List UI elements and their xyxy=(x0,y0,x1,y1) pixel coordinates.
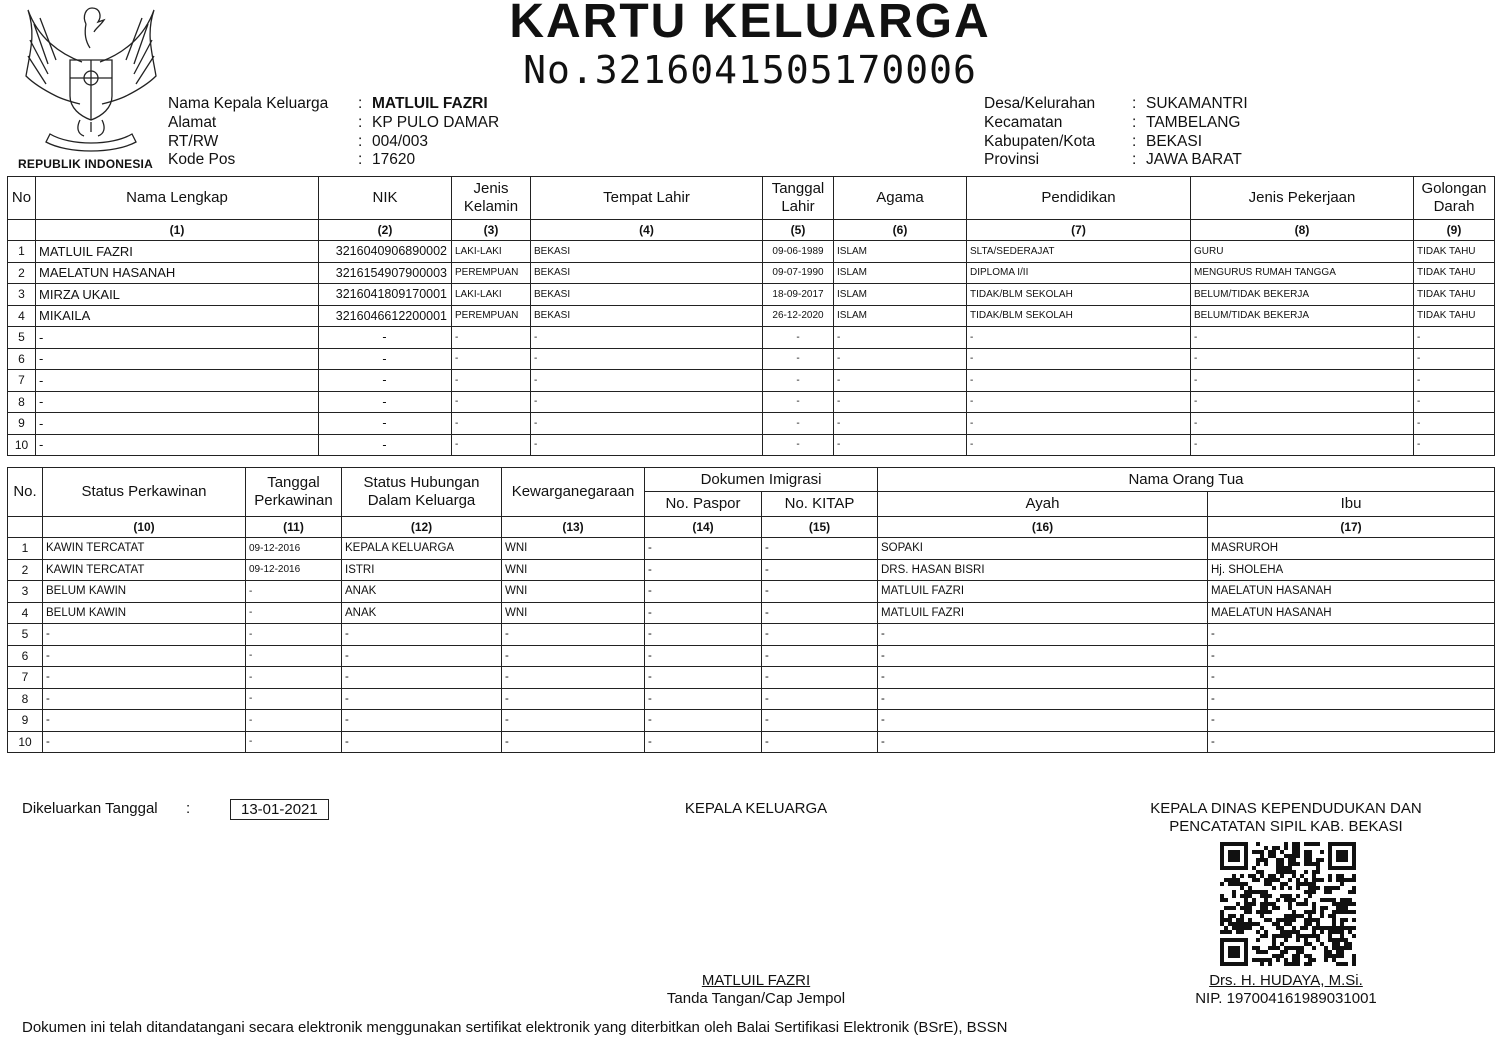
cell-marital-status: BELUM KAWIN xyxy=(43,581,246,603)
cell-passport: - xyxy=(645,731,762,753)
cell-marital-status: - xyxy=(43,710,246,732)
th-mother: Ibu xyxy=(1208,492,1495,517)
cell-birthdate: - xyxy=(763,348,834,370)
th-no: No. xyxy=(8,468,43,517)
th-passport: No. Paspor xyxy=(645,492,762,517)
table-row xyxy=(8,688,1495,710)
table2-header-row-1 xyxy=(8,468,1495,492)
cell-family-relation: ANAK xyxy=(342,581,502,603)
cell-religion: - xyxy=(834,434,967,456)
cell-religion: - xyxy=(834,327,967,349)
cell-nik: 3216154907900003 xyxy=(319,262,452,284)
cell-gender: - xyxy=(452,327,531,349)
cell-father: MATLUIL FAZRI xyxy=(878,602,1208,624)
th-nik: NIK xyxy=(319,177,452,220)
cell-marriage-date: 09-12-2016 xyxy=(246,559,342,581)
cell-kitap: - xyxy=(762,538,878,560)
cell-occupation: MENGURUS RUMAH TANGGA xyxy=(1191,262,1414,284)
cell-marital-status: - xyxy=(43,645,246,667)
value-head-name: MATLUIL FAZRI xyxy=(372,95,488,112)
cell-education: TIDAK/BLM SEKOLAH xyxy=(967,284,1191,306)
cell-mother: MAELATUN HASANAH xyxy=(1208,581,1495,603)
cell-citizenship: - xyxy=(502,667,645,689)
cell-birthplace: BEKASI xyxy=(531,284,763,306)
cell-education: - xyxy=(967,348,1191,370)
cell-full-name: - xyxy=(36,391,319,413)
value-rtrw: 004/003 xyxy=(372,132,429,150)
cell-birthplace: - xyxy=(531,413,763,435)
office-title-line1: KEPALA DINAS KEPENDUDUKAN DAN xyxy=(1150,800,1422,817)
cell-nik: - xyxy=(319,413,452,435)
cell-no: 6 xyxy=(8,645,43,667)
cell-full-name: - xyxy=(36,327,319,349)
th-religion: Agama xyxy=(834,177,967,220)
cell-marriage-date: - xyxy=(246,602,342,624)
table-row xyxy=(8,624,1495,646)
family-members-table xyxy=(7,176,1495,456)
cell-citizenship: WNI xyxy=(502,581,645,603)
head-of-family-title: KEPALA KELUARGA xyxy=(684,800,828,817)
col-number: (4) xyxy=(531,220,763,241)
cell-citizenship: WNI xyxy=(502,559,645,581)
col-number: (11) xyxy=(246,517,342,538)
label-district: Kecamatan xyxy=(984,113,1063,131)
cell-education: DIPLOMA I/II xyxy=(967,262,1191,284)
cell-mother: Hj. SHOLEHA xyxy=(1208,559,1495,581)
cell-nik: 3216046612200001 xyxy=(319,305,452,327)
cell-blood-type: TIDAK TAHU xyxy=(1414,262,1495,284)
col-number: (3) xyxy=(452,220,531,241)
cell-birthplace: - xyxy=(531,327,763,349)
th-birthplace: Tempat Lahir xyxy=(531,177,763,220)
cell-occupation: BELUM/TIDAK BEKERJA xyxy=(1191,305,1414,327)
table-row xyxy=(8,602,1495,624)
cell-kitap: - xyxy=(762,667,878,689)
cell-full-name: - xyxy=(36,370,319,392)
cell-no: 10 xyxy=(8,434,36,456)
cell-birthdate: 18-09-2017 xyxy=(763,284,834,306)
cell-birthplace: BEKASI xyxy=(531,262,763,284)
col-number: (1) xyxy=(36,220,319,241)
table-row xyxy=(8,667,1495,689)
cell-education: - xyxy=(967,327,1191,349)
cell-birthplace: BEKASI xyxy=(531,241,763,263)
cell-nik: - xyxy=(319,327,452,349)
th-full-name: Nama Lengkap xyxy=(36,177,319,220)
cell-nik: 3216041809170001 xyxy=(319,284,452,306)
cell-birthplace: - xyxy=(531,370,763,392)
cell-kitap: - xyxy=(762,731,878,753)
cell-no: 10 xyxy=(8,731,43,753)
cell-kitap: - xyxy=(762,581,878,603)
th-education: Pendidikan xyxy=(967,177,1191,220)
cell-citizenship: WNI xyxy=(502,538,645,560)
cell-no: 1 xyxy=(8,538,43,560)
th-no: No xyxy=(8,177,36,220)
cell-passport: - xyxy=(645,559,762,581)
cell-no: 4 xyxy=(8,305,36,327)
cell-no: 3 xyxy=(8,581,43,603)
cell-blood-type: - xyxy=(1414,348,1495,370)
cell-family-relation: ANAK xyxy=(342,602,502,624)
cell-nik: 3216040906890002 xyxy=(319,241,452,263)
qr-code-icon xyxy=(1220,842,1356,966)
signature-caption: Tanda Tangan/Cap Jempol xyxy=(666,990,846,1007)
th-citizenship: Kewarganegaraan xyxy=(502,468,645,517)
cell-birthdate: - xyxy=(763,370,834,392)
cell-mother: MAELATUN HASANAH xyxy=(1208,602,1495,624)
table-row xyxy=(8,581,1495,603)
cell-education: - xyxy=(967,391,1191,413)
col-number: (10) xyxy=(43,517,246,538)
th-occupation: Jenis Pekerjaan xyxy=(1191,177,1414,220)
cell-religion: ISLAM xyxy=(834,305,967,327)
cell-kitap: - xyxy=(762,624,878,646)
cell-kitap: - xyxy=(762,602,878,624)
table-row xyxy=(8,284,1495,306)
value-address: KP PULO DAMAR xyxy=(372,113,500,131)
th-gender: Jenis Kelamin xyxy=(452,177,531,220)
cell-religion: - xyxy=(834,391,967,413)
table1-number-row xyxy=(8,220,1495,241)
cell-education: TIDAK/BLM SEKOLAH xyxy=(967,305,1191,327)
cell-marital-status: KAWIN TERCATAT xyxy=(43,559,246,581)
cell-birthplace: BEKASI xyxy=(531,305,763,327)
cell-no: 7 xyxy=(8,667,43,689)
cell-no: 4 xyxy=(8,602,43,624)
label-postal: Kode Pos xyxy=(168,151,236,169)
cell-passport: - xyxy=(645,538,762,560)
table-row xyxy=(8,559,1495,581)
col-number: (8) xyxy=(1191,220,1414,241)
official-nip: NIP. 197004161989031001 xyxy=(1195,990,1377,1007)
cell-mother: - xyxy=(1208,731,1495,753)
table-row xyxy=(8,348,1495,370)
cell-father: - xyxy=(878,688,1208,710)
value-village: SUKAMANTRI xyxy=(1146,95,1248,112)
value-regency: BEKASI xyxy=(1146,132,1202,150)
col-number: (5) xyxy=(763,220,834,241)
cell-birthplace: - xyxy=(531,391,763,413)
cell-citizenship: - xyxy=(502,645,645,667)
col-number: (2) xyxy=(319,220,452,241)
republic-label: REPUBLIK INDONESIA xyxy=(18,157,153,171)
table-row xyxy=(8,413,1495,435)
cell-religion: ISLAM xyxy=(834,284,967,306)
cell-blood-type: TIDAK TAHU xyxy=(1414,284,1495,306)
cell-mother: - xyxy=(1208,667,1495,689)
cell-marriage-date: - xyxy=(246,667,342,689)
label-village: Desa/Kelurahan xyxy=(984,95,1096,112)
cell-father: SOPAKI xyxy=(878,538,1208,560)
office-title-line2: PENCATATAN SIPIL KAB. BEKASI xyxy=(1169,818,1403,835)
cell-gender: LAKI-LAKI xyxy=(452,284,531,306)
cell-occupation: BELUM/TIDAK BEKERJA xyxy=(1191,284,1414,306)
cell-passport: - xyxy=(645,602,762,624)
cell-full-name: MIRZA UKAIL xyxy=(36,284,319,306)
cell-blood-type: TIDAK TAHU xyxy=(1414,241,1495,263)
cell-no: 2 xyxy=(8,559,43,581)
cell-mother: MASRUROH xyxy=(1208,538,1495,560)
cell-mother: - xyxy=(1208,688,1495,710)
cell-nik: - xyxy=(319,391,452,413)
value-province: JAWA BARAT xyxy=(1146,151,1242,169)
cell-birthdate: - xyxy=(763,434,834,456)
cell-gender: - xyxy=(452,348,531,370)
e-signature-disclaimer: Dokumen ini telah ditandatangani secara elektronik menggunakan sertifikat elektronik yang diterbitkan oleh Balai Sertifikasi Elektronik (BSrE), BSSN xyxy=(22,1019,1008,1036)
cell-marital-status: - xyxy=(43,731,246,753)
cell-father: MATLUIL FAZRI xyxy=(878,581,1208,603)
cell-passport: - xyxy=(645,581,762,603)
cell-father: DRS. HASAN BISRI xyxy=(878,559,1208,581)
cell-marriage-date: - xyxy=(246,624,342,646)
document-title: KARTU KELUARGA xyxy=(509,0,991,48)
cell-nik: - xyxy=(319,434,452,456)
col-number: (7) xyxy=(967,220,1191,241)
cell-gender: - xyxy=(452,434,531,456)
cell-blood-type: - xyxy=(1414,370,1495,392)
th-family-relation: Status Hubungan Dalam Keluarga xyxy=(342,468,502,517)
cell-no: 5 xyxy=(8,327,36,349)
cell-father: - xyxy=(878,710,1208,732)
th-birthdate: Tanggal Lahir xyxy=(763,177,834,220)
cell-birthdate: 09-07-1990 xyxy=(763,262,834,284)
issued-colon: : xyxy=(186,800,191,817)
cell-birthplace: - xyxy=(531,348,763,370)
col-number: (17) xyxy=(1208,517,1495,538)
cell-gender: PEREMPUAN xyxy=(452,305,531,327)
cell-family-relation: - xyxy=(342,624,502,646)
cell-mother: - xyxy=(1208,710,1495,732)
cell-family-relation: KEPALA KELUARGA xyxy=(342,538,502,560)
cell-occupation: - xyxy=(1191,391,1414,413)
cell-birthdate: 26-12-2020 xyxy=(763,305,834,327)
cell-citizenship: - xyxy=(502,731,645,753)
table-row xyxy=(8,434,1495,456)
cell-gender: - xyxy=(452,370,531,392)
label-regency: Kabupaten/Kota xyxy=(984,132,1096,150)
cell-kitap: - xyxy=(762,559,878,581)
cell-marital-status: - xyxy=(43,688,246,710)
cell-full-name: MATLUIL FAZRI xyxy=(36,241,319,263)
header-right: Desa/Kelurahan : SUKAMANTRI Kecamatan : TAMBELANG Kabupaten/Kota : BEKASI Provinsi : JAWA BARAT xyxy=(984,95,1248,169)
cell-no: 8 xyxy=(8,391,36,413)
cell-marriage-date: - xyxy=(246,581,342,603)
col-number: (16) xyxy=(878,517,1208,538)
cell-citizenship: - xyxy=(502,688,645,710)
cell-mother: - xyxy=(1208,645,1495,667)
table-row xyxy=(8,538,1495,560)
cell-father: - xyxy=(878,667,1208,689)
document-number: No.3216041505170006 xyxy=(523,48,977,92)
cell-gender: LAKI-LAKI xyxy=(452,241,531,263)
cell-nik: - xyxy=(319,348,452,370)
cell-passport: - xyxy=(645,688,762,710)
cell-no: 2 xyxy=(8,262,36,284)
table-row xyxy=(8,262,1495,284)
cell-passport: - xyxy=(645,710,762,732)
cell-occupation: - xyxy=(1191,434,1414,456)
cell-occupation: - xyxy=(1191,413,1414,435)
cell-family-relation: ISTRI xyxy=(342,559,502,581)
cell-gender: PEREMPUAN xyxy=(452,262,531,284)
cell-family-relation: - xyxy=(342,710,502,732)
value-postal: 17620 xyxy=(372,151,416,169)
cell-kitap: - xyxy=(762,710,878,732)
cell-occupation: GURU xyxy=(1191,241,1414,263)
label-head-name: Nama Kepala Keluarga xyxy=(168,95,329,112)
cell-full-name: MIKAILA xyxy=(36,305,319,327)
cell-family-relation: - xyxy=(342,667,502,689)
table-row xyxy=(8,645,1495,667)
cell-blood-type: - xyxy=(1414,434,1495,456)
table-row xyxy=(8,391,1495,413)
cell-birthdate: - xyxy=(763,327,834,349)
cell-father: - xyxy=(878,645,1208,667)
family-status-table xyxy=(7,467,1495,753)
cell-citizenship: - xyxy=(502,710,645,732)
cell-marriage-date: - xyxy=(246,731,342,753)
table1-header-row xyxy=(8,177,1495,220)
cell-blood-type: TIDAK TAHU xyxy=(1414,305,1495,327)
cell-family-relation: - xyxy=(342,731,502,753)
cell-blood-type: - xyxy=(1414,391,1495,413)
cell-citizenship: - xyxy=(502,624,645,646)
cell-education: - xyxy=(967,413,1191,435)
cell-passport: - xyxy=(645,667,762,689)
col-number: (15) xyxy=(762,517,878,538)
cell-blood-type: - xyxy=(1414,413,1495,435)
cell-gender: - xyxy=(452,391,531,413)
issued-date: 13-01-2021 xyxy=(230,799,329,820)
cell-marital-status: - xyxy=(43,624,246,646)
header-left: Nama Kepala Keluarga : MATLUIL FAZRI Alamat : KP PULO DAMAR RT/RW : 004/003 Kode Pos : 17620 xyxy=(168,95,500,169)
cell-religion: - xyxy=(834,370,967,392)
cell-no: 3 xyxy=(8,284,36,306)
th-marital-status: Status Perkawinan xyxy=(43,468,246,517)
cell-birthdate: - xyxy=(763,391,834,413)
cell-gender: - xyxy=(452,413,531,435)
cell-passport: - xyxy=(645,624,762,646)
cell-birthplace: - xyxy=(531,434,763,456)
cell-religion: - xyxy=(834,413,967,435)
cell-birthdate: 09-06-1989 xyxy=(763,241,834,263)
cell-full-name: - xyxy=(36,413,319,435)
cell-birthdate: - xyxy=(763,413,834,435)
cell-family-relation: - xyxy=(342,688,502,710)
cell-education: - xyxy=(967,434,1191,456)
cell-occupation: - xyxy=(1191,327,1414,349)
cell-passport: - xyxy=(645,645,762,667)
head-of-family-name: MATLUIL FAZRI xyxy=(701,972,811,989)
col-number: (14) xyxy=(645,517,762,538)
cell-marital-status: - xyxy=(43,667,246,689)
table-row xyxy=(8,710,1495,732)
cell-marital-status: KAWIN TERCATAT xyxy=(43,538,246,560)
label-rtrw: RT/RW xyxy=(168,132,219,150)
cell-mother: - xyxy=(1208,624,1495,646)
col-number: (9) xyxy=(1414,220,1495,241)
issued-label: Dikeluarkan Tanggal xyxy=(22,800,158,817)
cell-family-relation: - xyxy=(342,645,502,667)
col-number: (6) xyxy=(834,220,967,241)
cell-blood-type: - xyxy=(1414,327,1495,349)
cell-full-name: MAELATUN HASANAH xyxy=(36,262,319,284)
cell-occupation: - xyxy=(1191,348,1414,370)
cell-no: 6 xyxy=(8,348,36,370)
label-province: Provinsi xyxy=(984,151,1040,169)
cell-religion: - xyxy=(834,348,967,370)
official-name: Drs. H. HUDAYA, M.Si. xyxy=(1209,972,1363,989)
table-row xyxy=(8,327,1495,349)
cell-marriage-date: 09-12-2016 xyxy=(246,538,342,560)
th-father: Ayah xyxy=(878,492,1208,517)
cell-full-name: - xyxy=(36,348,319,370)
cell-no: 8 xyxy=(8,688,43,710)
value-district: TAMBELANG xyxy=(1146,113,1241,131)
cell-kitap: - xyxy=(762,645,878,667)
col-number: (13) xyxy=(502,517,645,538)
th-marriage-date: Tanggal Perkawinan xyxy=(246,468,342,517)
cell-marriage-date: - xyxy=(246,645,342,667)
cell-marriage-date: - xyxy=(246,688,342,710)
cell-no: 1 xyxy=(8,241,36,263)
cell-citizenship: WNI xyxy=(502,602,645,624)
cell-kitap: - xyxy=(762,688,878,710)
table-row xyxy=(8,731,1495,753)
cell-education: SLTA/SEDERAJAT xyxy=(967,241,1191,263)
cell-no: 5 xyxy=(8,624,43,646)
table-row xyxy=(8,370,1495,392)
cell-marital-status: BELUM KAWIN xyxy=(43,602,246,624)
th-parent-names: Nama Orang Tua xyxy=(878,468,1495,492)
cell-no: 9 xyxy=(8,710,43,732)
cell-nik: - xyxy=(319,370,452,392)
cell-father: - xyxy=(878,731,1208,753)
cell-no: 9 xyxy=(8,413,36,435)
th-kitap: No. KITAP xyxy=(762,492,878,517)
th-immigration-docs: Dokumen Imigrasi xyxy=(645,468,878,492)
cell-father: - xyxy=(878,624,1208,646)
cell-occupation: - xyxy=(1191,370,1414,392)
cell-religion: ISLAM xyxy=(834,241,967,263)
table-row xyxy=(8,241,1495,263)
cell-education: - xyxy=(967,370,1191,392)
col-number: (12) xyxy=(342,517,502,538)
cell-full-name: - xyxy=(36,434,319,456)
label-address: Alamat xyxy=(168,113,217,131)
cell-no: 7 xyxy=(8,370,36,392)
th-blood-type: Golongan Darah xyxy=(1414,177,1495,220)
cell-religion: ISLAM xyxy=(834,262,967,284)
cell-marriage-date: - xyxy=(246,710,342,732)
table-row xyxy=(8,305,1495,327)
table2-number-row xyxy=(8,517,1495,538)
